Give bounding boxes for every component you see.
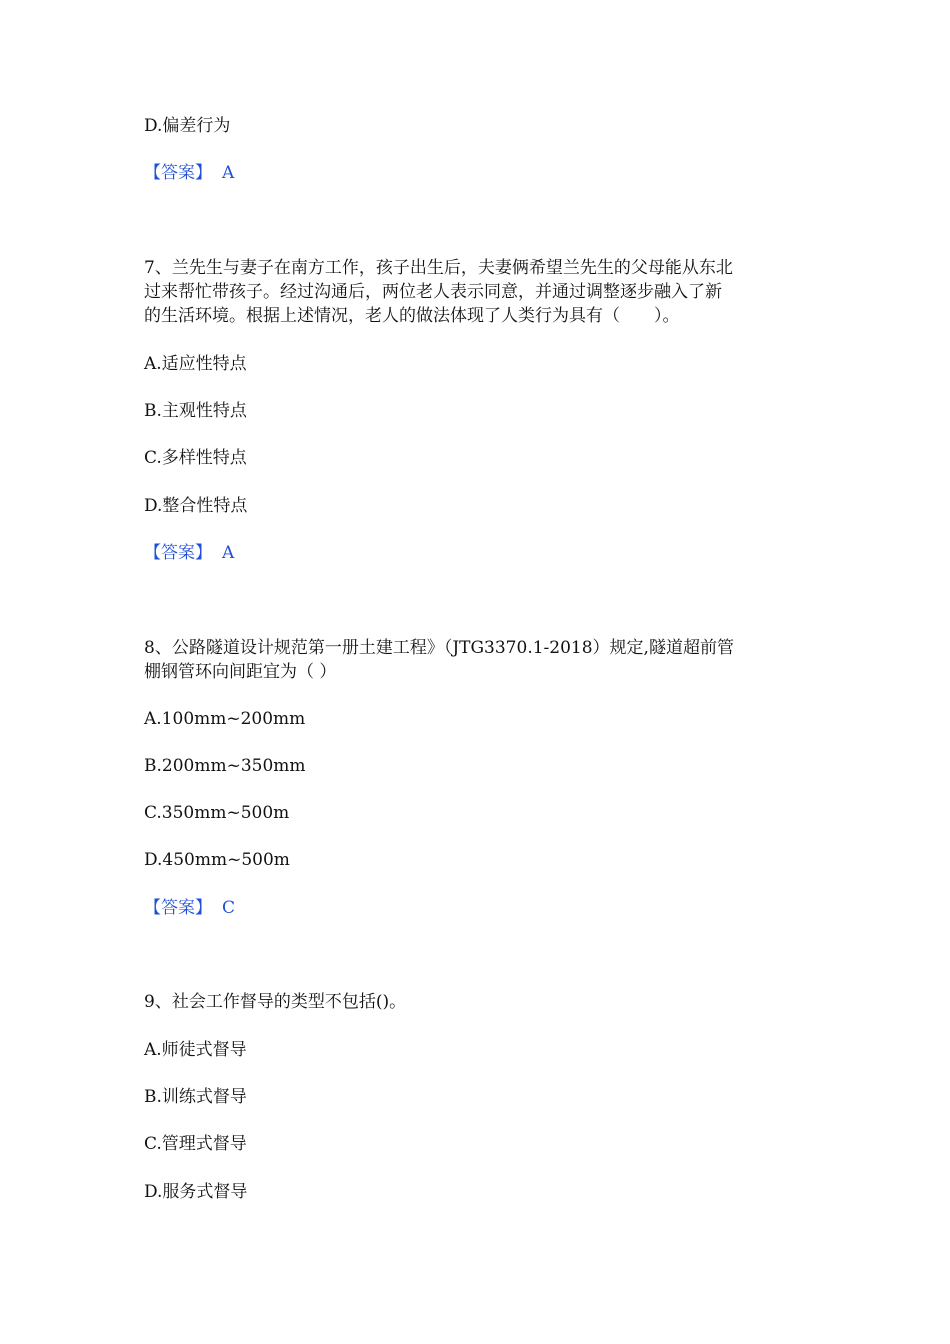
answer-tag: 【答案】 <box>144 163 212 183</box>
question-8-stem <box>144 636 804 684</box>
q8-option-a: A.100mm~200mm <box>144 709 306 729</box>
q7-option-d: D.整合性特点 <box>144 496 248 516</box>
prev-option-d: D.偏差行为 <box>144 116 231 136</box>
question-7-stem <box>144 256 804 328</box>
q7-option-c: C.多样性特点 <box>144 448 247 468</box>
question-8-line: 8、公路隧道设计规范第一册土建工程》（JTG3370.1-2018）规定,隧道超前管 <box>144 638 734 658</box>
question-9-line: 9、社会工作督导的类型不包括()。 <box>144 992 407 1012</box>
q9-option-c: C.管理式督导 <box>144 1134 247 1154</box>
answer-tag: 【答案】 <box>144 543 212 563</box>
answer-value: A <box>222 163 235 183</box>
q9-option-b: B.训练式督导 <box>144 1087 247 1107</box>
q8-option-b: B.200mm~350mm <box>144 756 306 776</box>
q8-option-d: D.450mm~500m <box>144 850 290 870</box>
q8-option-c: C.350mm~500m <box>144 803 290 823</box>
q7-answer <box>144 541 234 565</box>
question-7-line: 7、兰先生与妻子在南方工作，孩子出生后，夫妻俩希望兰先生的父母能从东北 <box>144 258 733 278</box>
q7-option-a: A.适应性特点 <box>144 354 247 374</box>
q9-option-a: A.师徒式督导 <box>144 1040 247 1060</box>
question-7-line: 过来帮忙带孩子。经过沟通后，两位老人表示同意，并通过调整逐步融入了新 <box>144 282 722 302</box>
question-9-stem <box>144 990 804 1014</box>
q8-answer <box>144 896 235 920</box>
question-7-line: 的生活环境。根据上述情况，老人的做法体现了人类行为具有（ ）。 <box>144 306 680 326</box>
prev-answer <box>144 161 234 185</box>
q7-option-b: B.主观性特点 <box>144 401 247 421</box>
answer-tag: 【答案】 <box>144 898 212 918</box>
q9-option-d: D.服务式督导 <box>144 1182 248 1202</box>
question-8-line: 棚钢管环向间距宜为（ ） <box>144 662 337 682</box>
answer-value: A <box>222 543 235 563</box>
answer-value: C <box>222 898 236 918</box>
